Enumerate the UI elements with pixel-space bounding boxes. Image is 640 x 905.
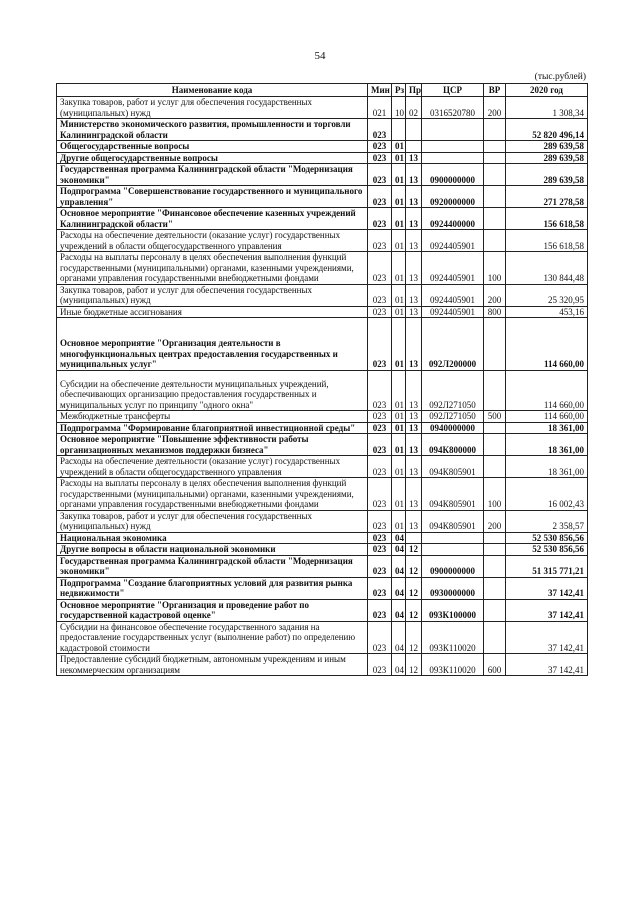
table-row <box>57 318 588 371</box>
row-rz-cell: 04 <box>392 544 406 556</box>
table-row <box>57 97 588 119</box>
table-row <box>57 599 588 621</box>
table-row <box>57 532 588 544</box>
row-amount-cell: 37 142,41 <box>506 621 588 654</box>
row-vr-cell <box>484 370 506 411</box>
row-rz-cell: 01 <box>392 141 406 153</box>
table-row <box>57 478 588 511</box>
row-amount-cell: 114 660,00 <box>506 370 588 411</box>
row-amount-cell: 18 361,00 <box>506 422 588 434</box>
row-min-cell: 023 <box>368 284 392 306</box>
row-min-cell: 023 <box>368 555 392 577</box>
table-row <box>57 555 588 577</box>
row-vr-cell <box>484 532 506 544</box>
row-name-cell: Субсидии на обеспечение деятельности муниципальных учреждений, обеспечивающих организацию предоставления государственных и муниципальных услуг по принципу "одного окна" <box>57 370 368 411</box>
row-amount-cell: 51 315 771,21 <box>506 555 588 577</box>
row-pr-cell: 13 <box>406 422 422 434</box>
row-pr-cell: 13 <box>406 152 422 164</box>
table-row <box>57 186 588 208</box>
row-rz-cell: 04 <box>392 532 406 544</box>
row-amount-cell: 52 530 856,56 <box>506 532 588 544</box>
row-rz-cell: 04 <box>392 599 406 621</box>
row-min-cell: 023 <box>368 306 392 318</box>
row-amount-cell: 52 530 856,56 <box>506 544 588 556</box>
row-min-cell: 023 <box>368 510 392 532</box>
row-rz-cell <box>392 119 406 141</box>
row-vr-cell <box>484 434 506 456</box>
row-amount-cell: 271 278,58 <box>506 186 588 208</box>
row-pr-cell: 13 <box>406 306 422 318</box>
row-vr-cell: 200 <box>484 284 506 306</box>
row-pr-cell <box>406 141 422 153</box>
row-amount-cell: 156 618,58 <box>506 230 588 252</box>
row-pr-cell: 13 <box>406 208 422 230</box>
header-amount: 2020 год <box>506 84 588 97</box>
row-name-cell: Министерство экономического развития, промышленности и торговли Калининградской области <box>57 119 368 141</box>
row-name-cell: Иные бюджетные ассигнования <box>57 306 368 318</box>
row-csr-cell <box>422 119 484 141</box>
row-pr-cell: 13 <box>406 434 422 456</box>
row-amount-cell: 16 002,43 <box>506 478 588 511</box>
header-csr: ЦСР <box>422 84 484 97</box>
row-name-cell: Межбюджетные трансферты <box>57 411 368 423</box>
row-rz-cell: 01 <box>392 456 406 478</box>
row-csr-cell: 094К805901 <box>422 456 484 478</box>
row-name-cell: Основное мероприятие "Повышение эффективности работы организационных механизмов поддержки бизнеса" <box>57 434 368 456</box>
row-name-cell: Расходы на обеспечение деятельности (оказание услуг) государственных учреждений в области общегосударственного управления <box>57 230 368 252</box>
row-csr-cell: 0924405901 <box>422 252 484 285</box>
row-rz-cell: 01 <box>392 306 406 318</box>
row-amount-cell: 18 361,00 <box>506 434 588 456</box>
row-amount-cell: 2 358,57 <box>506 510 588 532</box>
row-name-cell: Предоставление субсидий бюджетным, автономным учреждениям и иным некоммерческим организациям <box>57 654 368 676</box>
row-vr-cell <box>484 152 506 164</box>
row-min-cell: 023 <box>368 119 392 141</box>
row-rz-cell: 01 <box>392 510 406 532</box>
row-min-cell: 023 <box>368 532 392 544</box>
table-row <box>57 422 588 434</box>
row-csr-cell: 0920000000 <box>422 186 484 208</box>
row-vr-cell: 500 <box>484 411 506 423</box>
row-csr-cell: 092Л200000 <box>422 318 484 371</box>
row-name-cell: Другие вопросы в области национальной экономики <box>57 544 368 556</box>
row-vr-cell: 800 <box>484 306 506 318</box>
row-rz-cell: 04 <box>392 555 406 577</box>
row-rz-cell: 01 <box>392 284 406 306</box>
row-pr-cell: 13 <box>406 456 422 478</box>
row-csr-cell <box>422 544 484 556</box>
row-rz-cell: 01 <box>392 164 406 186</box>
row-amount-cell: 453,16 <box>506 306 588 318</box>
row-csr-cell: 094К805901 <box>422 510 484 532</box>
row-rz-cell: 01 <box>392 208 406 230</box>
budget-table <box>56 83 588 676</box>
row-csr-cell: 0924400000 <box>422 208 484 230</box>
row-rz-cell: 01 <box>392 252 406 285</box>
row-csr-cell: 0924405901 <box>422 284 484 306</box>
row-csr-cell: 0924405901 <box>422 306 484 318</box>
header-min: Мин <box>368 84 392 97</box>
row-vr-cell <box>484 577 506 599</box>
row-min-cell: 023 <box>368 152 392 164</box>
row-name-cell: Закупка товаров, работ и услуг для обеспечения государственных (муниципальных) нужд <box>57 510 368 532</box>
table-row <box>57 434 588 456</box>
row-min-cell: 023 <box>368 599 392 621</box>
header-vr: ВР <box>484 84 506 97</box>
row-amount-cell: 18 361,00 <box>506 456 588 478</box>
units-label: (тыс.рублей) <box>534 72 586 82</box>
header-name: Наименование кода <box>57 84 368 97</box>
row-min-cell: 023 <box>368 252 392 285</box>
row-amount-cell: 114 660,00 <box>506 411 588 423</box>
row-pr-cell: 13 <box>406 370 422 411</box>
row-name-cell: Расходы на обеспечение деятельности (оказание услуг) государственных учреждений в области общегосударственного управления <box>57 456 368 478</box>
header-rz: Рз <box>392 84 406 97</box>
row-vr-cell: 600 <box>484 654 506 676</box>
row-amount-cell: 289 639,58 <box>506 164 588 186</box>
row-name-cell: Основное мероприятие "Финансовое обеспечение казенных учреждений Калининградской области" <box>57 208 368 230</box>
row-amount-cell: 37 142,41 <box>506 577 588 599</box>
row-min-cell: 023 <box>368 164 392 186</box>
row-pr-cell: 13 <box>406 284 422 306</box>
table-row <box>57 577 588 599</box>
row-amount-cell: 1 308,34 <box>506 97 588 119</box>
table-row <box>57 141 588 153</box>
row-rz-cell: 01 <box>392 230 406 252</box>
header-pr: Пр <box>406 84 422 97</box>
row-pr-cell: 12 <box>406 577 422 599</box>
table-row <box>57 119 588 141</box>
row-rz-cell: 01 <box>392 152 406 164</box>
row-pr-cell: 13 <box>406 230 422 252</box>
row-vr-cell <box>484 164 506 186</box>
row-vr-cell <box>484 119 506 141</box>
row-vr-cell <box>484 621 506 654</box>
table-header-row <box>57 84 588 97</box>
row-pr-cell: 12 <box>406 555 422 577</box>
row-min-cell: 023 <box>368 544 392 556</box>
row-min-cell: 023 <box>368 654 392 676</box>
row-min-cell: 023 <box>368 621 392 654</box>
row-csr-cell: 0930000000 <box>422 577 484 599</box>
row-rz-cell: 01 <box>392 422 406 434</box>
row-pr-cell <box>406 532 422 544</box>
row-vr-cell <box>484 544 506 556</box>
row-min-cell: 023 <box>368 141 392 153</box>
row-csr-cell: 092Л271050 <box>422 411 484 423</box>
row-vr-cell <box>484 186 506 208</box>
row-min-cell: 023 <box>368 370 392 411</box>
row-name-cell: Другие общегосударственные вопросы <box>57 152 368 164</box>
row-pr-cell: 12 <box>406 621 422 654</box>
row-pr-cell: 12 <box>406 544 422 556</box>
row-pr-cell: 12 <box>406 654 422 676</box>
row-pr-cell: 12 <box>406 599 422 621</box>
row-name-cell: Основное мероприятие "Организация деятельности в многофункциональных центрах предоставления государственных и муниципальных услуг" <box>57 318 368 371</box>
row-vr-cell <box>484 318 506 371</box>
row-rz-cell: 01 <box>392 186 406 208</box>
row-amount-cell: 37 142,41 <box>506 599 588 621</box>
table-row <box>57 284 588 306</box>
row-min-cell: 023 <box>368 411 392 423</box>
row-amount-cell: 289 639,58 <box>506 141 588 153</box>
row-pr-cell: 13 <box>406 186 422 208</box>
row-vr-cell: 200 <box>484 510 506 532</box>
row-rz-cell: 04 <box>392 654 406 676</box>
row-csr-cell: 0900000000 <box>422 164 484 186</box>
row-min-cell: 023 <box>368 230 392 252</box>
table-row <box>57 208 588 230</box>
row-vr-cell <box>484 230 506 252</box>
row-rz-cell: 01 <box>392 370 406 411</box>
row-rz-cell: 01 <box>392 434 406 456</box>
row-vr-cell <box>484 456 506 478</box>
page-number: 54 <box>314 50 326 62</box>
row-csr-cell <box>422 141 484 153</box>
row-csr-cell: 0900000000 <box>422 555 484 577</box>
row-vr-cell <box>484 555 506 577</box>
row-csr-cell: 093К110020 <box>422 621 484 654</box>
row-rz-cell: 01 <box>392 318 406 371</box>
row-csr-cell: 094К800000 <box>422 434 484 456</box>
row-rz-cell: 01 <box>392 411 406 423</box>
row-pr-cell <box>406 119 422 141</box>
row-name-cell: Подпрограмма "Создание благоприятных условий для развития рынка недвижимости" <box>57 577 368 599</box>
row-pr-cell: 02 <box>406 97 422 119</box>
row-name-cell: Государственная программа Калининградской области "Модернизация экономики" <box>57 555 368 577</box>
row-rz-cell: 04 <box>392 621 406 654</box>
row-min-cell: 023 <box>368 456 392 478</box>
row-amount-cell: 37 142,41 <box>506 654 588 676</box>
row-name-cell: Национальная экономика <box>57 532 368 544</box>
row-vr-cell <box>484 599 506 621</box>
row-name-cell: Общегосударственные вопросы <box>57 141 368 153</box>
row-min-cell: 023 <box>368 434 392 456</box>
row-name-cell: Закупка товаров, работ и услуг для обеспечения государственных (муниципальных) нужд <box>57 97 368 119</box>
row-csr-cell: 094К805901 <box>422 478 484 511</box>
row-min-cell: 023 <box>368 208 392 230</box>
row-pr-cell: 13 <box>406 252 422 285</box>
row-rz-cell: 10 <box>392 97 406 119</box>
table-row <box>57 306 588 318</box>
table-row <box>57 544 588 556</box>
table-row <box>57 370 588 411</box>
row-vr-cell <box>484 141 506 153</box>
row-name-cell: Подпрограмма "Совершенствование государственного и муниципального управления" <box>57 186 368 208</box>
row-amount-cell: 25 320,95 <box>506 284 588 306</box>
row-amount-cell: 52 820 496,14 <box>506 119 588 141</box>
row-name-cell: Подпрограмма "Формирование благоприятной инвестиционной среды" <box>57 422 368 434</box>
row-name-cell: Государственная программа Калининградской области "Модернизация экономики" <box>57 164 368 186</box>
row-amount-cell: 289 639,58 <box>506 152 588 164</box>
table-row <box>57 654 588 676</box>
row-min-cell: 023 <box>368 422 392 434</box>
row-csr-cell: 0940000000 <box>422 422 484 434</box>
row-min-cell: 023 <box>368 186 392 208</box>
row-name-cell: Закупка товаров, работ и услуг для обеспечения государственных (муниципальных) нужд <box>57 284 368 306</box>
table-row <box>57 411 588 423</box>
row-pr-cell: 13 <box>406 318 422 371</box>
row-amount-cell: 156 618,58 <box>506 208 588 230</box>
row-rz-cell: 04 <box>392 577 406 599</box>
row-pr-cell: 13 <box>406 411 422 423</box>
row-vr-cell: 200 <box>484 97 506 119</box>
table-row <box>57 510 588 532</box>
row-pr-cell: 13 <box>406 510 422 532</box>
row-csr-cell: 093К110020 <box>422 654 484 676</box>
row-min-cell: 021 <box>368 97 392 119</box>
row-pr-cell: 13 <box>406 478 422 511</box>
table-row <box>57 152 588 164</box>
row-min-cell: 023 <box>368 577 392 599</box>
row-vr-cell: 100 <box>484 478 506 511</box>
table-row <box>57 230 588 252</box>
row-amount-cell: 114 660,00 <box>506 318 588 371</box>
row-rz-cell: 01 <box>392 478 406 511</box>
row-min-cell: 023 <box>368 318 392 371</box>
row-name-cell: Расходы на выплаты персоналу в целях обеспечения выполнения функций государственными (муниципальными) органами, казенными учреждениями, органами управления государственными внебюджетными фондами <box>57 478 368 511</box>
row-min-cell: 023 <box>368 478 392 511</box>
table-row <box>57 164 588 186</box>
row-csr-cell: 092Л271050 <box>422 370 484 411</box>
table-row <box>57 456 588 478</box>
row-vr-cell <box>484 422 506 434</box>
row-csr-cell: 0924405901 <box>422 230 484 252</box>
row-vr-cell: 100 <box>484 252 506 285</box>
row-amount-cell: 130 844,48 <box>506 252 588 285</box>
table-row <box>57 621 588 654</box>
row-csr-cell: 093К100000 <box>422 599 484 621</box>
row-csr-cell <box>422 152 484 164</box>
row-name-cell: Субсидии на финансовое обеспечение государственного задания на предоставление государственных услуг (выполнение работ) по определению кадастровой стоимости <box>57 621 368 654</box>
row-name-cell: Основное мероприятие "Организация и проведение работ по государственной кадастровой оценке" <box>57 599 368 621</box>
row-name-cell: Расходы на выплаты персоналу в целях обеспечения выполнения функций государственными (муниципальными) органами, казенными учреждениями, органами управления государственными внебюджетными фондами <box>57 252 368 285</box>
table-row <box>57 252 588 285</box>
row-csr-cell <box>422 532 484 544</box>
row-csr-cell: 0316520780 <box>422 97 484 119</box>
row-pr-cell: 13 <box>406 164 422 186</box>
row-vr-cell <box>484 208 506 230</box>
